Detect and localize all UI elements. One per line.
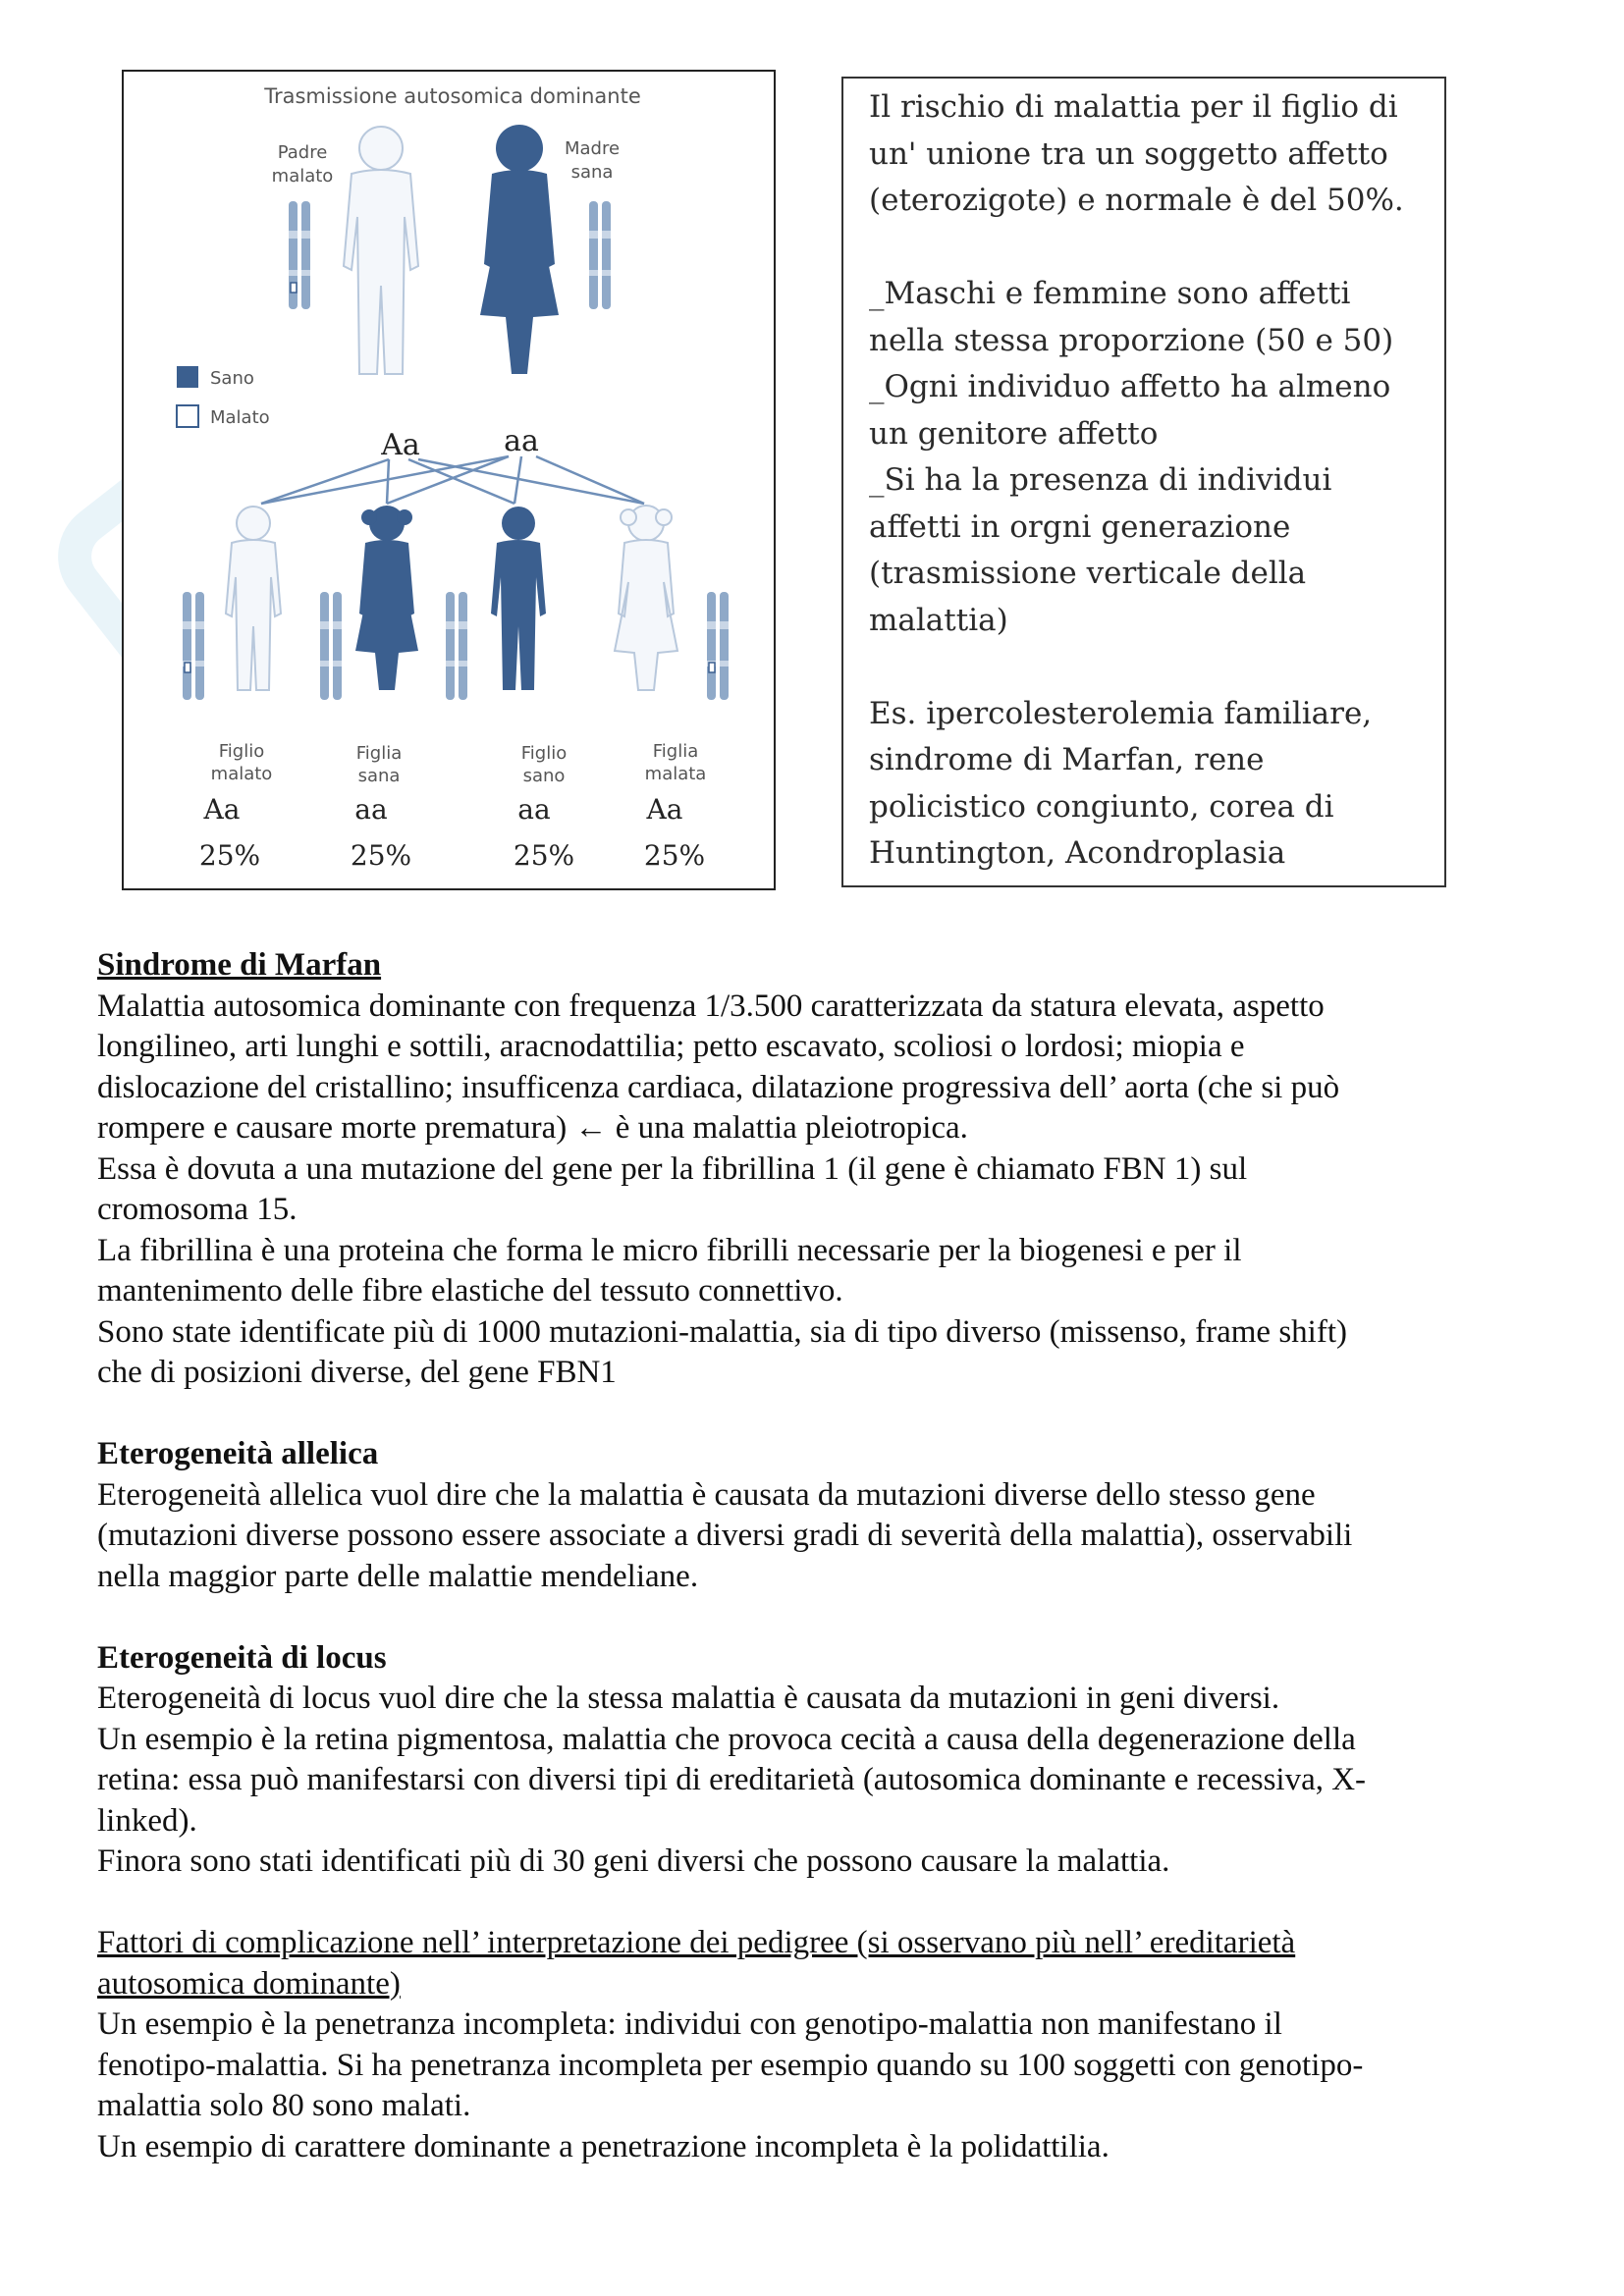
locus-line: Un esempio è la retina pigmentosa, malattia che provoca cecità a causa della degenerazione della bbox=[97, 1721, 1356, 1757]
side-line: _Ogni individuo affetto ha almeno bbox=[869, 369, 1391, 404]
father-label-1: Padre bbox=[277, 142, 328, 163]
child1-percent: 25% bbox=[198, 839, 261, 872]
mother-chromosomes bbox=[589, 201, 611, 309]
marfan-heading: Sindrome di Marfan bbox=[97, 947, 382, 983]
mother-genotype: aa bbox=[504, 424, 539, 458]
side-line: Es. ipercolesterolemia familiare, bbox=[869, 695, 1373, 731]
allelic-line: nella maggior parte delle malattie mendeliane. bbox=[97, 1558, 699, 1594]
legend-malato-label: Malato bbox=[210, 407, 270, 428]
side-line: affetti in orgni generazione bbox=[869, 508, 1291, 545]
child2-chromosomes bbox=[320, 592, 342, 700]
pedigree-figure bbox=[122, 70, 776, 890]
father-allele-marker bbox=[291, 283, 297, 293]
child2-label-2: sana bbox=[357, 766, 401, 786]
marfan-line: longilineo, arti lunghi e sottili, aracnodattilia; petto escavato, scoliosi o lordosi; miopia e bbox=[97, 1029, 1245, 1064]
paragraph-gap bbox=[97, 1597, 1531, 1638]
child2-percent: 25% bbox=[350, 839, 412, 872]
father-figure bbox=[344, 127, 418, 374]
marfan-line: mantenimento delle fibre elastiche del tessuto connettivo. bbox=[97, 1273, 843, 1308]
marfan-line: cromosoma 15. bbox=[97, 1192, 298, 1227]
locus-line: Finora sono stati identificati più di 30 geni diversi che possono causare la malattia. bbox=[97, 1843, 1170, 1879]
child3-genotype: aa bbox=[517, 793, 551, 826]
side-line: nella stessa proporzione (50 e 50) bbox=[869, 322, 1394, 358]
side-line: un' unione tra un soggetto affetto bbox=[869, 135, 1388, 172]
marfan-line: Essa è dovuta a una mutazione del gene per la fibrillina 1 (il gene è chiamato FBN 1) sul bbox=[97, 1150, 1248, 1187]
mother-label-2: sana bbox=[570, 162, 614, 183]
child4-label-2: malata bbox=[644, 764, 707, 784]
child1-figure bbox=[226, 507, 281, 690]
child1-chromosomes bbox=[183, 592, 204, 700]
locus-line: linked). bbox=[97, 1802, 197, 1839]
child3-label-2: sano bbox=[522, 766, 566, 786]
marfan-line: che di posizioni diverse, del gene FBN1 bbox=[97, 1355, 617, 1390]
child1-label-1: Figlio bbox=[218, 741, 265, 762]
child1-allele-marker bbox=[185, 663, 190, 672]
side-note-box bbox=[841, 77, 1446, 887]
side-gap bbox=[869, 225, 1421, 272]
factors-heading-line2: autosomica dominante) bbox=[97, 1965, 401, 2002]
child3-figure bbox=[491, 507, 546, 690]
child4-figure bbox=[615, 506, 677, 690]
pedigree-lines bbox=[261, 456, 644, 504]
body-text bbox=[97, 945, 1531, 2167]
marfan-line: rompere e causare morte prematura) ← è una malattia pleiotropica. bbox=[97, 1110, 968, 1146]
side-line: _Si ha la presenza di individui bbox=[869, 462, 1332, 498]
legend-malato-swatch bbox=[177, 405, 198, 427]
side-line: Il rischio di malattia per il figlio di bbox=[869, 89, 1398, 125]
marfan-line: Malattia autosomica dominante con frequenza 1/3.500 caratterizzata da statura elevata, aspetto bbox=[97, 988, 1325, 1024]
locus-line: Eterogeneità di locus vuol dire che la stessa malattia è causata da mutazioni in geni diversi. bbox=[97, 1681, 1280, 1716]
side-line: (trasmissione verticale della bbox=[869, 556, 1307, 591]
side-line: _Maschi e femmine sono affetti bbox=[869, 276, 1351, 311]
mother-label-1: Madre bbox=[564, 138, 621, 159]
father-genotype: Aa bbox=[381, 428, 420, 462]
figure-title: Trasmissione autosomica dominante bbox=[264, 84, 641, 108]
legend-sano-swatch bbox=[177, 366, 198, 388]
side-line: malattia) bbox=[869, 602, 1008, 638]
side-line: policistico congiunto, corea di bbox=[869, 788, 1334, 825]
allelic-line: (mutazioni diverse possono essere associate a diversi gradi di severità della malattia), osservabili bbox=[97, 1518, 1353, 1553]
side-line: (eterozigote) e normale è del 50%. bbox=[869, 183, 1404, 218]
factors-line: malattia solo 80 sono malati. bbox=[97, 2088, 471, 2123]
side-line: un genitore affetto bbox=[869, 415, 1159, 452]
child4-genotype: Aa bbox=[646, 793, 683, 826]
factors-line: fenotipo-malattia. Si ha penetranza incompleta per esempio quando su 100 soggetti con genotipo- bbox=[97, 2047, 1364, 2083]
child4-allele-marker bbox=[709, 663, 715, 672]
child1-label-2: malato bbox=[210, 764, 273, 784]
child4-percent: 25% bbox=[643, 839, 706, 872]
factors-line: Un esempio di carattere dominante a penetrazione incompleta è la polidattilia. bbox=[97, 2128, 1110, 2164]
locus-heading: Eterogeneità di locus bbox=[97, 1639, 387, 1676]
side-gap bbox=[869, 644, 1421, 691]
factors-heading-line1: Fattori di complicazione nell’ interpretazione dei pedigree (si osservano più nell’ ereditarietà bbox=[97, 1925, 1296, 1960]
paragraph-gap bbox=[97, 1394, 1531, 1435]
child1-genotype: Aa bbox=[203, 793, 241, 826]
marfan-line: dislocazione del cristallino; insufficenza cardiaca, dilatazione progressiva dell’ aorta (che si può bbox=[97, 1069, 1340, 1105]
side-line: sindrome di Marfan, rene bbox=[869, 742, 1265, 777]
marfan-line: Sono state identificate più di 1000 mutazioni-malattia, sia di tipo diverso (missenso, frame shift) bbox=[97, 1313, 1347, 1350]
child2-genotype: aa bbox=[354, 793, 388, 826]
pedigree-diagram bbox=[124, 72, 774, 888]
father-label-2: malato bbox=[271, 166, 334, 187]
child2-label-1: Figlia bbox=[355, 743, 403, 764]
child3-chromosomes bbox=[446, 592, 467, 700]
child3-percent: 25% bbox=[513, 839, 575, 872]
mother-figure bbox=[480, 125, 559, 374]
child3-label-1: Figlio bbox=[520, 743, 568, 764]
factors-line: Un esempio è la penetranza incompleta: individui con genotipo-malattia non manifestano il bbox=[97, 2006, 1282, 2042]
paragraph-gap bbox=[97, 1883, 1531, 1924]
locus-line: retina: essa può manifestarsi con diversi tipi di ereditarietà (autosomica dominante e recessiva, X- bbox=[97, 1762, 1367, 1797]
allelic-line: Eterogeneità allelica vuol dire che la malattia è causata da mutazioni diverse dello stesso gene bbox=[97, 1476, 1316, 1513]
child2-figure bbox=[355, 506, 418, 690]
child4-label-1: Figlia bbox=[652, 741, 699, 762]
legend-sano-label: Sano bbox=[210, 368, 254, 389]
marfan-line: La fibrillina è una proteina che forma le micro fibrilli necessarie per la biogenesi e per il bbox=[97, 1232, 1242, 1268]
side-line: Huntington, Acondroplasia bbox=[869, 835, 1286, 871]
allelic-heading: Eterogeneità allelica bbox=[97, 1436, 379, 1471]
child4-chromosomes bbox=[707, 592, 729, 700]
